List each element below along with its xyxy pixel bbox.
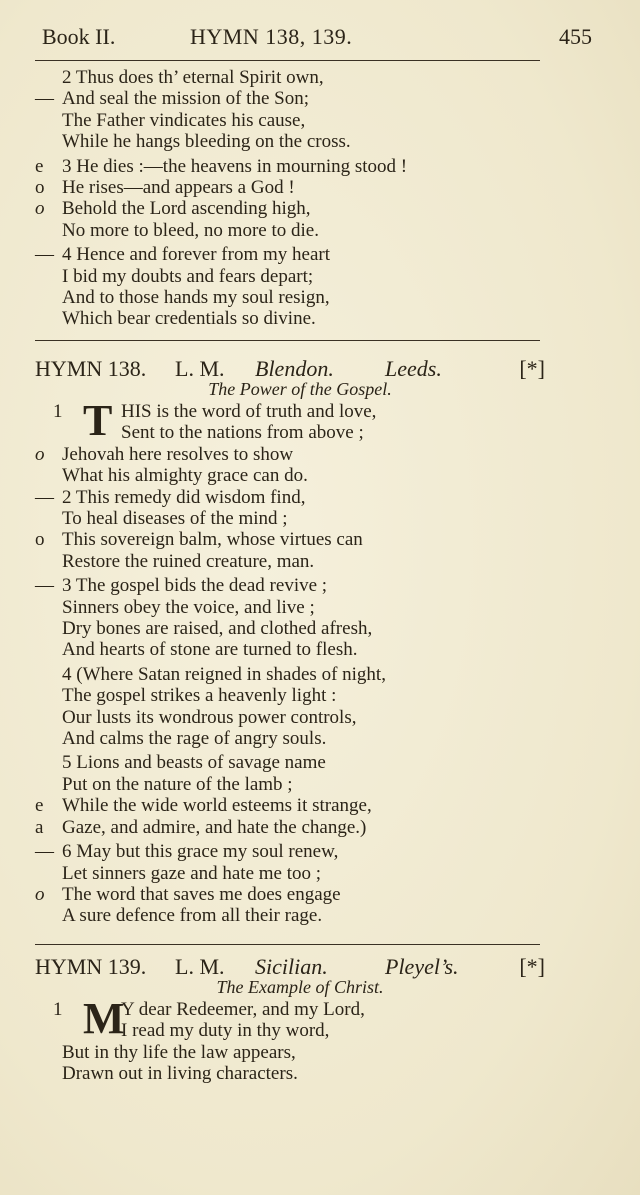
hymn-heading [35, 352, 545, 379]
dynamic-mark: — [35, 88, 54, 110]
stanza [35, 67, 545, 153]
stanza-number: 1 [53, 401, 63, 422]
verse-text: A sure defence from all their rage. [62, 905, 323, 927]
verse-line [35, 131, 545, 152]
tune-name: Sicilian. [255, 953, 328, 979]
first-stanza-rest [35, 1042, 545, 1085]
dynamic-mark: o [35, 529, 45, 551]
verse-line [35, 1063, 545, 1084]
stanza [35, 156, 545, 242]
stanza [35, 752, 545, 838]
verse-text: Drawn out in living characters. [62, 1063, 298, 1085]
verse-line [35, 575, 545, 596]
drop-cap: M [83, 994, 125, 1043]
verse-line [35, 177, 545, 198]
verse-line [35, 795, 545, 816]
stanza [35, 244, 545, 330]
dynamic-mark: o [35, 883, 45, 905]
verse-line [35, 244, 545, 265]
verse-line [35, 841, 545, 862]
verse-text: 4 Hence and forever from my heart [62, 244, 330, 266]
hymn-subtitle: The Power of the Gospel. [208, 379, 392, 399]
verse-line [35, 110, 545, 131]
hymn-heading [35, 950, 545, 977]
hymn-mark: [*] [519, 355, 545, 381]
verse-line [35, 618, 545, 639]
verse-line [35, 308, 545, 329]
verse-line: Y dear Redeemer, and my Lord, [121, 999, 365, 1020]
verse-text: Put on the nature of the lamb ; [62, 773, 293, 795]
verse-text: Dry bones are raised, and clothed afresh, [62, 618, 373, 640]
tune-name: Leeds. [385, 355, 442, 381]
verse-line [35, 220, 545, 241]
verse-line [35, 905, 545, 926]
verse-text: And hearts of stone are turned to flesh. [62, 639, 358, 661]
verse-line [35, 67, 545, 88]
dynamic-mark: a [35, 816, 44, 838]
verse-line [35, 88, 545, 109]
header-rule [35, 60, 540, 61]
verse-text: The gospel strikes a heavenly light : [62, 685, 337, 707]
verse-text: Our lusts its wondrous power controls, [62, 706, 357, 728]
verse-line [35, 685, 545, 706]
stanza [35, 487, 545, 573]
verse-text: Restore the ruined creature, man. [62, 550, 315, 572]
hymn-mark: [*] [519, 953, 545, 979]
verse-text: 2 Thus does th’ eternal Spirit own, [62, 67, 324, 88]
dynamic-mark: o [35, 198, 45, 220]
verse-text: 2 This remedy did wisdom find, [62, 486, 306, 508]
dynamic-mark: — [35, 244, 54, 266]
dynamic-mark: — [35, 575, 54, 597]
verse-line [35, 287, 545, 308]
verse-text: The Father vindicates his cause, [62, 109, 306, 131]
book-label: Book II. [42, 24, 116, 49]
running-title: HYMN 138, 139. [190, 24, 353, 49]
stanza [35, 575, 545, 661]
verse-line: Sent to the nations from above ; [121, 422, 364, 444]
verse-text: What his almighty grace can do. [62, 465, 308, 487]
dynamic-mark: — [35, 486, 54, 508]
verse-text: And seal the mission of the Son; [62, 88, 309, 110]
verse-line [35, 465, 545, 486]
dynamic-mark: o [35, 443, 45, 465]
verse-text: To heal diseases of the mind ; [62, 508, 288, 530]
verse-line [35, 639, 545, 660]
verse-text: 4 (Where Satan reigned in shades of night, [62, 663, 386, 685]
verse-text: Sinners obey the voice, and live ; [62, 596, 315, 618]
verse-text: 6 May but this grace my soul renew, [62, 841, 339, 863]
hymn-number: HYMN 138. [35, 355, 147, 381]
stanzas [35, 487, 545, 927]
dynamic-mark: o [35, 177, 45, 199]
verse-text: Gaze, and admire, and hate the change.) [62, 816, 367, 838]
verse-line [35, 551, 545, 572]
stanza [35, 841, 545, 927]
verse-text: Jehovah here resolves to show [62, 443, 294, 465]
stanza [35, 664, 545, 750]
verse-line [35, 707, 545, 728]
verse-line [35, 1042, 545, 1063]
verse-text: While the wide world esteems it strange, [62, 795, 372, 817]
verse-line [35, 664, 545, 685]
verse-text: Let sinners gaze and hate me too ; [62, 862, 322, 884]
verse-text: Which bear credentials so divine. [62, 308, 316, 330]
drop-cap: T [83, 396, 113, 445]
verse-text: He rises—and appears a God ! [62, 177, 295, 199]
verse-text: While he hangs bleeding on the cross. [62, 131, 351, 153]
dynamic-mark: e [35, 795, 44, 817]
verse-line [35, 266, 545, 287]
verse-line [35, 597, 545, 618]
dynamic-mark: e [35, 155, 44, 177]
verse-text: 3 The gospel bids the dead revive ; [62, 575, 328, 597]
hymn-meter: L. M. [175, 953, 225, 979]
verse-line [35, 487, 545, 508]
running-head [42, 24, 592, 54]
hymn-137-continuation [35, 67, 545, 330]
stanza-number: 1 [53, 999, 63, 1020]
verse-line [35, 198, 545, 219]
verse-text: I bid my doubts and fears depart; [62, 265, 314, 287]
verse-line [35, 884, 545, 905]
verse-line [35, 728, 545, 749]
hymn-meter: L. M. [175, 355, 225, 381]
verse-line [35, 444, 545, 465]
verse-line [35, 774, 545, 795]
verse-line [35, 752, 545, 773]
verse-line [35, 529, 545, 550]
tune-name: Pleyel’s. [385, 953, 459, 979]
hymn-number: HYMN 139. [35, 953, 147, 979]
verse-text: But in thy life the law appears, [62, 1041, 296, 1063]
verse-text: 5 Lions and beasts of savage name [62, 752, 326, 774]
verse-text: 3 He dies :—the heavens in mourning stood ! [62, 155, 408, 177]
verse-line: I read my duty in thy word, [121, 1020, 330, 1042]
verse-text: And to those hands my soul resign, [62, 287, 330, 309]
hymn-138 [35, 352, 545, 927]
verse-line [35, 863, 545, 884]
verse-line [35, 508, 545, 529]
verse-line: HIS is the word of truth and love, [121, 401, 377, 422]
first-stanza-opening [35, 396, 545, 445]
dynamic-mark: — [35, 841, 54, 863]
verse-line [35, 156, 545, 177]
first-stanza-rest [35, 444, 545, 487]
verse-line [35, 817, 545, 838]
verse-text: No more to bleed, no more to die. [62, 219, 319, 241]
verse-text: The word that saves me does engage [62, 883, 341, 905]
verse-text: This sovereign balm, whose virtues can [62, 529, 363, 551]
verse-text: And calms the rage of angry souls. [62, 728, 327, 750]
first-stanza-opening [35, 994, 545, 1043]
page-number: 455 [559, 24, 592, 49]
tune-name: Blendon. [255, 355, 334, 381]
hymn-139 [35, 950, 545, 1085]
hymn-subtitle: The Example of Christ. [216, 977, 384, 997]
verse-text: Behold the Lord ascending high, [62, 198, 311, 220]
section-divider [35, 944, 540, 945]
section-divider [35, 340, 540, 341]
